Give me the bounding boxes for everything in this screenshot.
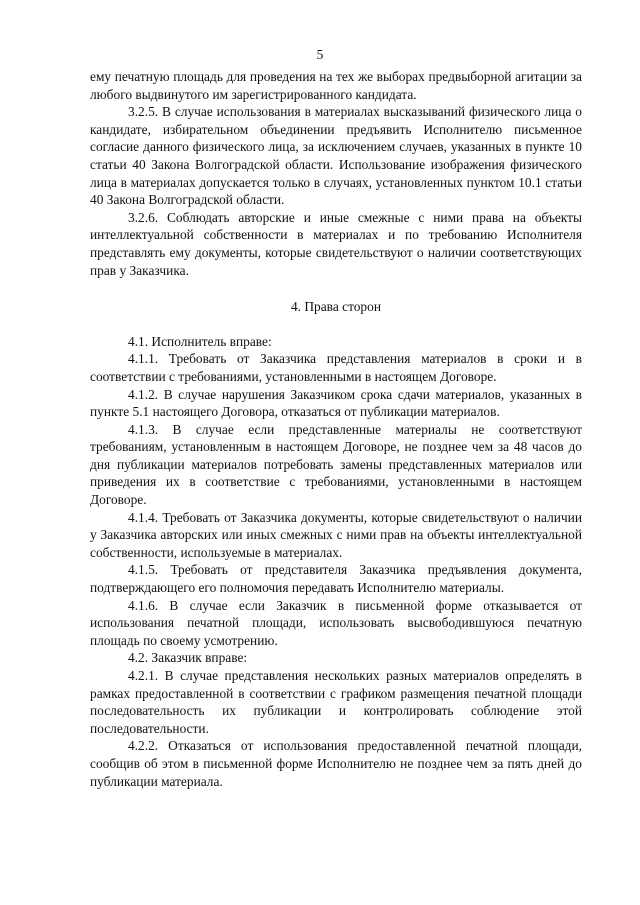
paragraph-4-1-1: 4.1.1. Требовать от Заказчика представления материалов в сроки и в соответствии с требованиями, установленными в настоящем Договоре. <box>90 351 582 384</box>
paragraph-3-2-5: 3.2.5. В случае использования в материалах высказываний физического лица о кандидате, избирательном объединении предъявить Исполнителю письменное согласие данного физического лица, за исключением случаев, указанных в пункте 10 статьи 40 Закона Волгоградской области. Использование изображения физического лица в материалах допускается только в случаях, установленных пунктом 10.1 статьи 40 Закона Волгоградской области. <box>90 104 582 208</box>
document-body <box>90 68 582 790</box>
section-heading: 4. Права сторон <box>290 299 381 315</box>
paragraph-3-2-6: 3.2.6. Соблюдать авторские и иные смежные с ними права на объекты интеллектуальной собственности в материалах и по требованию Исполнителя представлять ему документы, которые свидетельствуют о наличии соответствующих прав у Заказчика. <box>90 209 582 278</box>
paragraph-continuation: ему печатную площадь для проведения на тех же выборах предвыборной агитации за любого выдвинутого им зарегистрированного кандидата. <box>90 69 582 102</box>
paragraph-4-1-6: 4.1.6. В случае если Заказчик в письменной форме отказывается от использования печатной площади, использовать высвободившуюся печатную площадь по своему усмотрению. <box>90 597 582 648</box>
page-number: 5 <box>316 47 324 62</box>
paragraph-4-1: 4.1. Исполнитель вправе: <box>128 333 272 349</box>
paragraph-4-1-5: 4.1.5. Требовать от представителя Заказчика предъявления документа, подтверждающего его полномочия передавать Исполнителю материалы. <box>90 562 582 596</box>
paragraph-4-1-4: 4.1.4. Требовать от Заказчика документы, которые свидетельствуют о наличии у Заказчика авторских или иных смежных с ними прав на объекты интеллектуальной собственности, используемые в материалах. <box>90 509 582 560</box>
paragraph-4-2: 4.2. Заказчик вправе: <box>128 650 248 666</box>
paragraph-4-2-1: 4.2.1. В случае представления нескольких разных материалов определять в рамках предоставленной в соответствии с графиком размещения печатной площади последовательность их публикации и контролировать соблюдение этой последовательности. <box>90 668 582 736</box>
paragraph-4-1-3: 4.1.3. В случае если представленные материалы не соответствуют требованиям, установленным в настоящем Договоре, не позднее чем за 48 часов до дня публикации материалов потребовать замены представленных материалов или приведения их в соответствие с требованиями, установленными в настоящем Договоре. <box>90 421 582 508</box>
paragraph-4-1-2: 4.1.2. В случае нарушения Заказчиком срока сдачи материалов, указанных в пункте 5.1 настоящего Договора, отказаться от публикации материалов. <box>90 386 582 420</box>
paragraph-4-2-2: 4.2.2. Отказаться от использования предоставленной печатной площади, сообщив об этом в письменной форме Исполнителю не позднее чем за пять дней до публикации материала. <box>90 738 582 789</box>
